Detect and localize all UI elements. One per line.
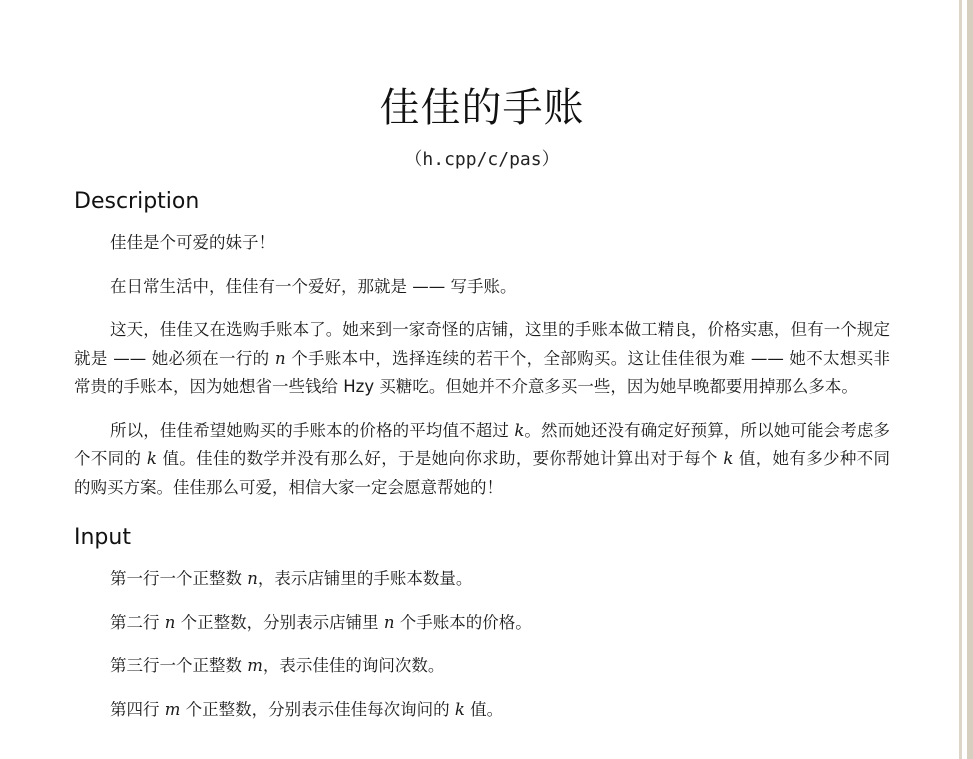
description-heading: Description [74,189,200,214]
text-run: ，表示店铺里的手账本数量。 [257,569,473,588]
description-paragraph-3 [74,316,890,402]
math-variable: m [247,656,263,675]
math-variable: n [164,612,176,632]
input-line-4 [74,696,890,725]
text-run: 值。佳佳的数学并没有那么好，于是她向你求助，要你帮她计算出对于每个 [156,449,724,468]
math-variable: k [723,449,734,468]
input-line-1 [74,565,890,594]
input-heading: Input [74,525,131,550]
text-run: 第一行一个正整数 [110,569,248,588]
math-variable: n [383,612,395,632]
math-variable: k [454,699,465,719]
text-run: 第四行 [110,699,165,719]
text-run: 。然而她还没有确定好预算，所以她可能会考虑多个不同的 [74,420,891,468]
math-variable: k [146,449,157,468]
text-run: ，表示佳佳的询问次数。 [262,656,445,675]
description-paragraph-4 [74,417,890,503]
text-run: 值，她有多少种不同的购买方案。佳佳那么可爱，相信大家一定会愿意帮她的！ [74,449,890,497]
text-run: 这天，佳佳又在选购手账本了。她来到一家奇怪的店铺，这里的手账本做工精良，价格实惠，但有一个规定就是 —— 她必须在一行的 [74,320,890,368]
text-run: 个正整数，分别表示店铺里 [175,612,384,632]
description-paragraph-2: 在日常生活中，佳佳有一个爱好，那就是 —— 写手账。 [110,276,517,296]
text-run: 第二行 [110,612,165,632]
description-paragraph-1: 佳佳是个可爱的妹子！ [110,233,275,252]
input-line-3 [74,652,890,681]
text-run: 个手账本中，选择连续的若干个，全部购买。这让佳佳很为难 —— 她不太想买非常贵的手账本，因为她想省一些钱给 Hzy 买糖吃。但她并不介意多买一些，因为她早晚都要用掉那么多本。 [74,348,890,396]
text-run: 值。 [464,699,504,719]
math-variable: n [247,569,258,588]
text-run: 第三行一个正整数 [110,656,248,675]
math-variable: m [164,699,181,719]
input-line-2 [74,609,890,638]
problem-title: 佳佳的手账 [379,85,585,131]
math-variable: k [514,420,525,440]
text-run: 所以，佳佳希望她购买的手账本的价格的平均值不超过 [110,420,515,440]
problem-file-names: （h.cpp/c/pas） [404,149,560,170]
page-edge [959,0,973,759]
text-run: 个正整数，分别表示佳佳每次询问的 [180,699,455,719]
math-variable: n [275,348,286,368]
document-page [74,84,890,724]
text-run: 个手账本的价格。 [394,612,532,632]
